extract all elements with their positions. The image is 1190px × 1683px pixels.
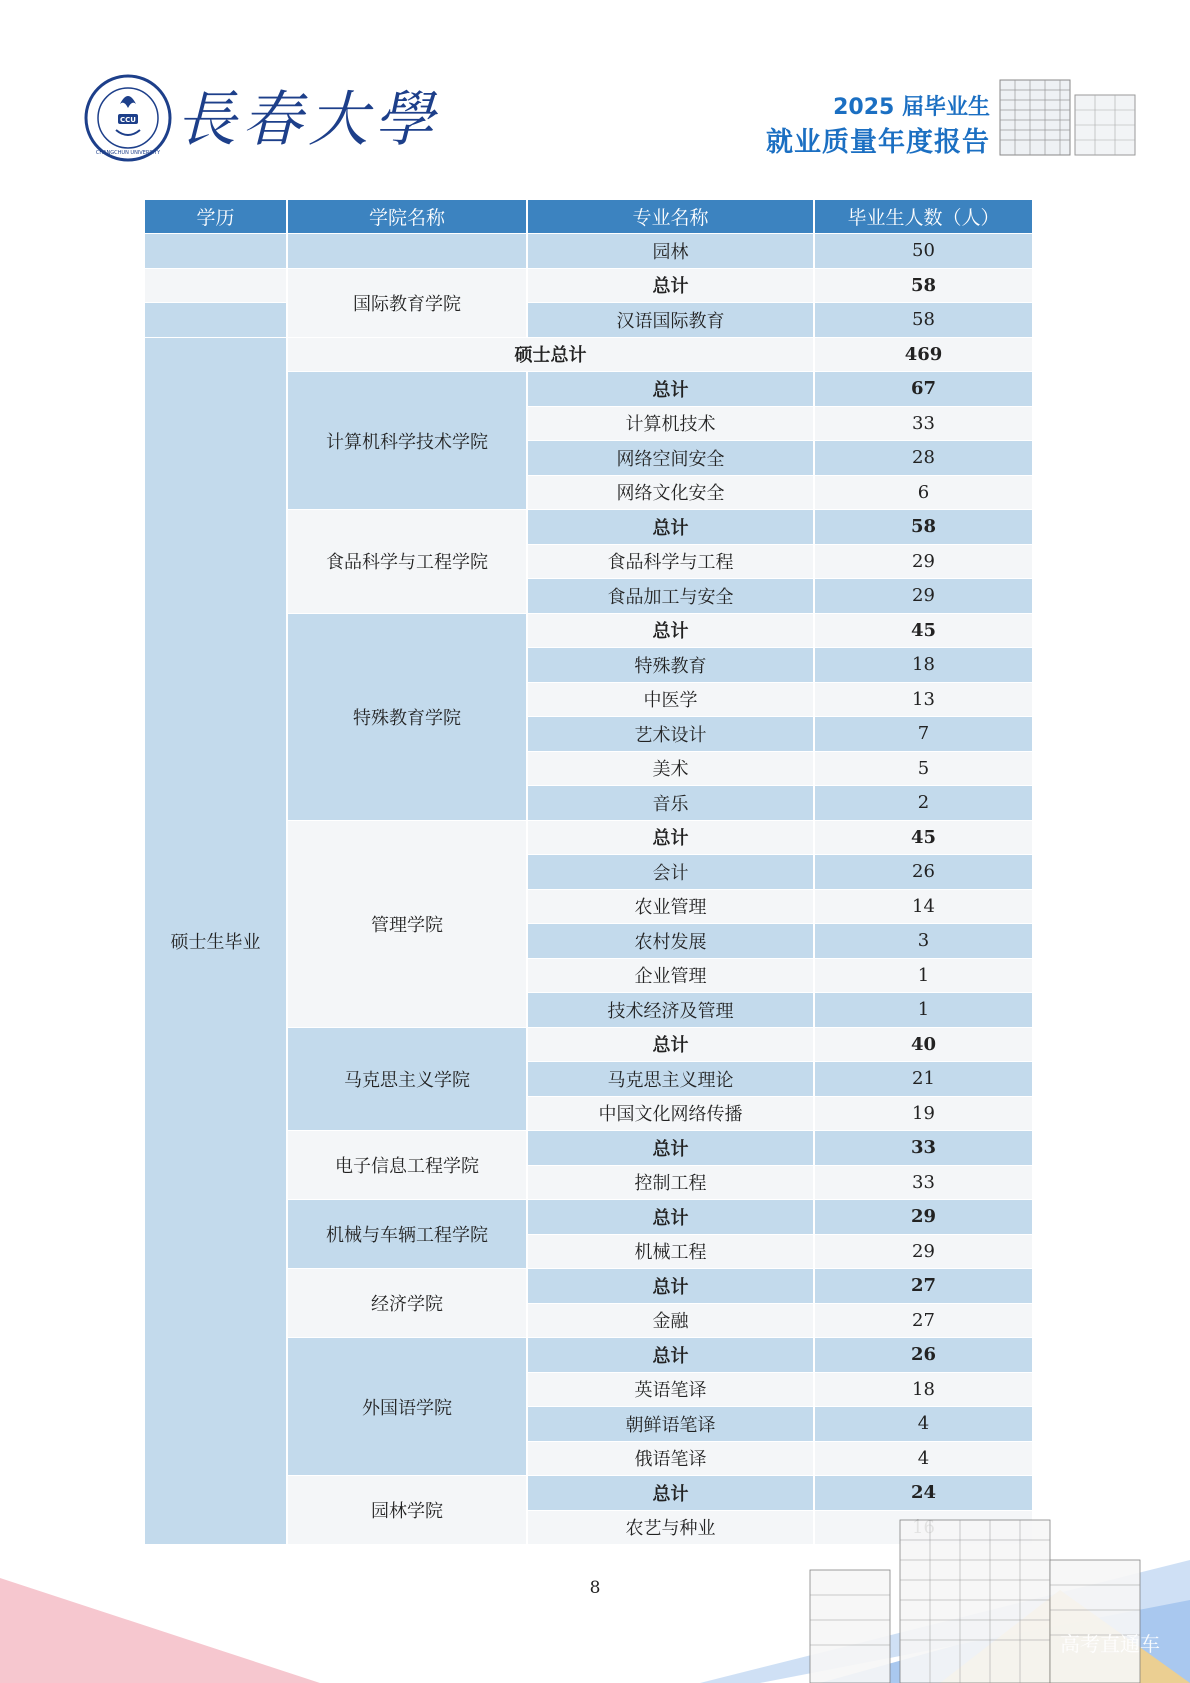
major-cell: 食品科学与工程 (527, 544, 814, 579)
university-logo (84, 74, 172, 162)
count-cell: 2 (814, 786, 1033, 821)
count-cell: 4 (814, 1441, 1033, 1476)
count-cell: 21 (814, 1062, 1033, 1097)
count-cell: 18 (814, 648, 1033, 683)
major-cell: 总计 (527, 1338, 814, 1373)
major-cell: 金融 (527, 1303, 814, 1338)
major-cell: 美术 (527, 751, 814, 786)
major-cell: 控制工程 (527, 1165, 814, 1200)
count-cell: 26 (814, 1338, 1033, 1373)
count-cell: 18 (814, 1372, 1033, 1407)
major-cell: 总计 (527, 1027, 814, 1062)
college-cell: 园林学院 (287, 1476, 527, 1545)
table-row (144, 268, 1033, 303)
major-cell: 中国文化网络传播 (527, 1096, 814, 1131)
major-cell: 汉语国际教育 (527, 303, 814, 338)
count-cell: 50 (814, 234, 1033, 269)
count-cell: 33 (814, 1131, 1033, 1166)
report-title: 就业质量年度报告 (766, 127, 990, 158)
major-cell: 农业管理 (527, 889, 814, 924)
count-cell: 5 (814, 751, 1033, 786)
major-cell: 总计 (527, 613, 814, 648)
count-cell: 3 (814, 924, 1033, 959)
college-cell (287, 234, 527, 269)
major-cell: 企业管理 (527, 958, 814, 993)
major-cell: 机械工程 (527, 1234, 814, 1269)
degree-cell (144, 268, 287, 303)
major-cell: 园林 (527, 234, 814, 269)
count-cell: 469 (814, 337, 1033, 372)
major-cell: 音乐 (527, 786, 814, 821)
major-cell: 食品加工与安全 (527, 579, 814, 614)
major-cell: 总计 (527, 268, 814, 303)
major-cell: 技术经济及管理 (527, 993, 814, 1028)
count-cell: 45 (814, 613, 1033, 648)
degree-cell (144, 303, 287, 338)
count-cell: 6 (814, 475, 1033, 510)
col-header-degree: 学历 (144, 200, 287, 234)
count-cell: 29 (814, 579, 1033, 614)
total-label-cell: 硕士总计 (287, 337, 814, 372)
report-title-year: 2025 届毕业生 (833, 95, 990, 120)
count-cell: 40 (814, 1027, 1033, 1062)
count-cell: 27 (814, 1269, 1033, 1304)
building-illustration (995, 70, 1145, 160)
logo-ring-text: CHANGCHUN UNIVERSITY (95, 150, 161, 156)
count-cell: 1 (814, 958, 1033, 993)
count-cell: 7 (814, 717, 1033, 752)
major-cell: 英语笔译 (527, 1372, 814, 1407)
degree-cell: 硕士生毕业 (144, 337, 287, 1544)
table-row (144, 337, 1033, 372)
count-cell: 29 (814, 1234, 1033, 1269)
col-header-college: 学院名称 (287, 200, 527, 234)
count-cell: 33 (814, 406, 1033, 441)
major-cell: 农艺与种业 (527, 1510, 814, 1544)
college-cell: 外国语学院 (287, 1338, 527, 1476)
major-cell: 网络文化安全 (527, 475, 814, 510)
count-cell: 27 (814, 1303, 1033, 1338)
major-cell: 中医学 (527, 682, 814, 717)
university-name: 長春大學 (176, 85, 440, 155)
count-cell: 14 (814, 889, 1033, 924)
count-cell: 58 (814, 510, 1033, 545)
major-cell: 会计 (527, 855, 814, 890)
college-cell: 食品科学与工程学院 (287, 510, 527, 614)
count-cell: 26 (814, 855, 1033, 890)
major-cell: 农村发展 (527, 924, 814, 959)
watermark: 高考直通车 (1060, 1632, 1160, 1656)
major-cell: 总计 (527, 1269, 814, 1304)
major-cell: 计算机技术 (527, 406, 814, 441)
count-cell: 29 (814, 1200, 1033, 1235)
count-cell: 19 (814, 1096, 1033, 1131)
count-cell: 24 (814, 1476, 1033, 1511)
major-cell: 艺术设计 (527, 717, 814, 752)
table-row (144, 303, 1033, 338)
college-cell: 马克思主义学院 (287, 1027, 527, 1131)
major-cell: 总计 (527, 372, 814, 407)
college-cell: 机械与车辆工程学院 (287, 1200, 527, 1269)
college-cell: 电子信息工程学院 (287, 1131, 527, 1200)
count-cell: 58 (814, 268, 1033, 303)
count-cell: 1 (814, 993, 1033, 1028)
major-cell: 特殊教育 (527, 648, 814, 683)
count-cell: 28 (814, 441, 1033, 476)
count-cell: 67 (814, 372, 1033, 407)
major-cell: 总计 (527, 1131, 814, 1166)
major-cell: 俄语笔译 (527, 1441, 814, 1476)
major-cell: 朝鲜语笔译 (527, 1407, 814, 1442)
major-cell: 总计 (527, 1476, 814, 1511)
count-cell: 45 (814, 820, 1033, 855)
count-cell: 58 (814, 303, 1033, 338)
major-cell: 总计 (527, 1200, 814, 1235)
col-header-count: 毕业生人数（人） (814, 200, 1033, 234)
table-header-row (144, 200, 1033, 234)
major-cell: 总计 (527, 510, 814, 545)
major-cell: 总计 (527, 820, 814, 855)
table-row (144, 234, 1033, 269)
college-cell: 国际教育学院 (287, 268, 527, 337)
count-cell: 29 (814, 544, 1033, 579)
page-number: 8 (589, 1578, 601, 1598)
logo-center-text: CCU (120, 116, 136, 124)
degree-cell (144, 234, 287, 269)
major-cell: 网络空间安全 (527, 441, 814, 476)
count-cell: 4 (814, 1407, 1033, 1442)
college-cell: 特殊教育学院 (287, 613, 527, 820)
count-cell: 13 (814, 682, 1033, 717)
college-cell: 管理学院 (287, 820, 527, 1027)
major-cell: 马克思主义理论 (527, 1062, 814, 1097)
col-header-major: 专业名称 (527, 200, 814, 234)
graduates-table (143, 200, 1034, 1544)
count-cell: 33 (814, 1165, 1033, 1200)
college-cell: 经济学院 (287, 1269, 527, 1338)
college-cell: 计算机科学技术学院 (287, 372, 527, 510)
